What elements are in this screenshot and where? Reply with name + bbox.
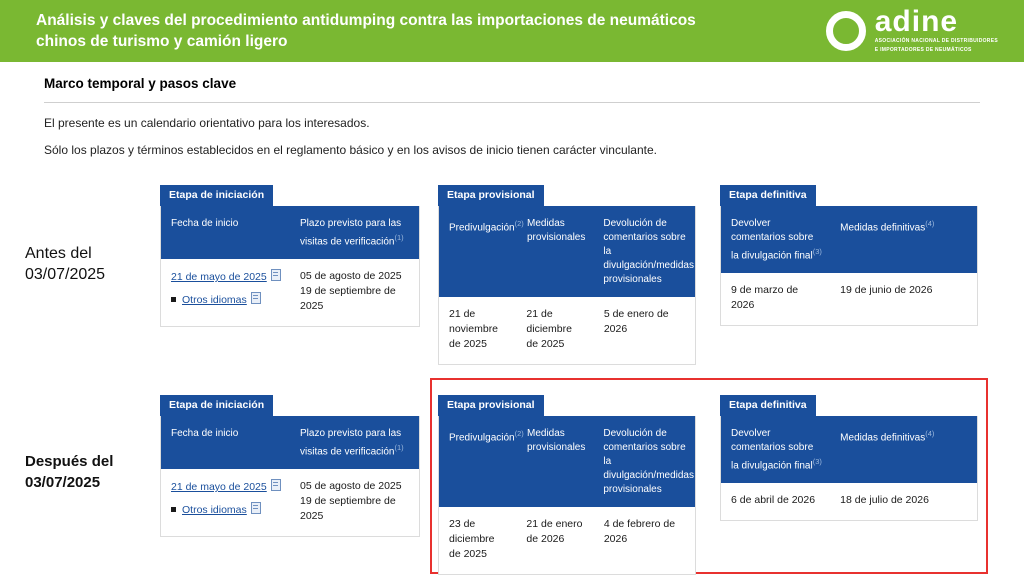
column-header-text: Devolver comentarios sobre la divulgación final	[731, 218, 814, 262]
footnote-marker: (4)	[925, 219, 935, 228]
cell-medidas-definitivas: 18 de julio de 2026	[840, 494, 929, 507]
other-languages-row	[171, 292, 282, 308]
row-label-after-line1: Después del	[25, 453, 114, 470]
document-icon	[271, 269, 281, 281]
column-header-medidas-definitivas	[830, 416, 977, 483]
cell-predivulgacion: 23 de diciembre de 2025	[449, 518, 495, 560]
cell-plazo-verificacion: 05 de agosto de 2025 19 de septiembre de 2025	[300, 270, 402, 313]
card-box	[438, 206, 696, 365]
cell-devolucion-comentarios: 4 de febrero de 2026	[603, 518, 676, 545]
footnote-marker: (4)	[925, 429, 935, 438]
column-header-plazo-verificacion	[290, 416, 419, 469]
card-tab-label: Etapa provisional	[438, 185, 544, 206]
title-divider	[44, 102, 980, 103]
column-header-devolver-comentarios	[721, 416, 830, 483]
footnote-marker: (2)	[514, 429, 524, 438]
document-icon	[271, 479, 281, 491]
row-label-before-line1: Antes del	[25, 245, 92, 262]
card-header-row	[721, 206, 977, 273]
cell-plazo-verificacion: 05 de agosto de 2025 19 de septiembre de 2025	[300, 480, 402, 523]
card-tab-label: Etapa definitiva	[720, 395, 816, 416]
column-header-text: Devolver comentarios sobre la divulgación final	[731, 428, 814, 472]
card-box	[438, 416, 696, 575]
card-header-row	[161, 206, 419, 259]
bullet-icon	[171, 507, 176, 512]
card-body-row	[721, 483, 977, 520]
footnote-marker: (2)	[514, 219, 524, 228]
column-header-text: Fecha de inicio	[171, 218, 239, 229]
other-languages-link[interactable]: Otros idiomas	[182, 504, 247, 517]
column-header-text: Predivulgación	[449, 222, 515, 234]
row-label-before	[25, 243, 105, 285]
section-title: Marco temporal y pasos clave	[44, 76, 237, 91]
card-tab-label: Etapa provisional	[438, 395, 544, 416]
bullet-icon	[171, 297, 176, 302]
row-label-after-line2: 03/07/2025	[25, 474, 101, 491]
footnote-marker: (1)	[394, 233, 404, 242]
cell-devolver-comentarios: 9 de marzo de 2026	[731, 284, 799, 312]
card-header-row	[721, 416, 977, 483]
card-tab-label: Etapa definitiva	[720, 185, 816, 206]
card-header-row	[439, 206, 695, 297]
adine-logo	[826, 5, 998, 54]
column-header-predivulgacion	[439, 206, 524, 297]
card-body-row	[721, 273, 977, 325]
logo-subtitle-line1: ASOCIACIÓN NACIONAL DE DISTRIBUIDORES	[874, 38, 998, 44]
intro-paragraph-2: Sólo los plazos y términos establecidos en el reglamento básico y en los avisos de inicio tienen carácter vinculante.	[44, 143, 657, 157]
other-languages-row	[171, 502, 282, 518]
slide-header	[0, 0, 1024, 62]
card-body-row	[439, 297, 695, 364]
column-header-devolucion-comentarios	[593, 206, 695, 297]
page-title: Análisis y claves del procedimiento antidumping contra las importaciones de neumáticos chinos de turismo y camión ligero	[36, 12, 696, 50]
column-header-devolucion-comentarios	[593, 416, 695, 507]
column-header-devolver-comentarios	[721, 206, 830, 273]
card-box	[720, 206, 978, 326]
card-header-row	[161, 416, 419, 469]
document-icon	[251, 502, 261, 514]
footnote-marker: (1)	[394, 443, 404, 452]
logo-ring-icon	[826, 11, 866, 51]
card-provisional-before	[438, 185, 696, 365]
column-header-text: Devolución de comentarios sobre la divulgación/medidas provisionales	[603, 428, 694, 495]
column-header-text: Medidas definitivas	[840, 432, 926, 444]
column-header-text: Devolución de comentarios sobre la divulgación/medidas provisionales	[603, 218, 694, 285]
card-body-row	[161, 259, 419, 326]
cell-predivulgacion: 21 de noviembre de 2025	[449, 308, 499, 350]
column-header-text: Medidas provisionales	[527, 218, 586, 243]
cell-fecha-inicio	[161, 469, 290, 536]
other-languages-link[interactable]: Otros idiomas	[182, 294, 247, 307]
card-body-row	[439, 507, 695, 574]
column-header-fecha-inicio	[161, 206, 290, 259]
cell-fecha-inicio	[161, 259, 290, 326]
column-header-fecha-inicio	[161, 416, 290, 469]
card-box	[160, 206, 420, 327]
logo-subtitle-line2: E IMPORTADORES DE NEUMÁTICOS	[874, 47, 972, 53]
row-label-after	[25, 451, 113, 493]
column-header-text: Plazo previsto para las visitas de verificación	[300, 428, 402, 458]
footnote-marker: (3)	[812, 247, 822, 256]
column-header-text: Medidas provisionales	[527, 428, 586, 453]
card-header-row	[439, 416, 695, 507]
card-definitiva-before	[720, 185, 978, 326]
column-header-plazo-verificacion	[290, 206, 419, 259]
logo-text	[874, 5, 998, 54]
intro-paragraph-1: El presente es un calendario orientativo para los interesados.	[44, 116, 370, 130]
card-iniciacion-before	[160, 185, 420, 327]
slide-content	[0, 62, 1024, 579]
cell-medidas-provisionales: 21 de diciembre de 2025	[526, 308, 572, 350]
column-header-text: Plazo previsto para las visitas de verificación	[300, 218, 402, 248]
column-header-predivulgacion	[439, 416, 524, 507]
column-header-medidas-provisionales	[514, 206, 593, 297]
card-tab-label: Etapa de iniciación	[160, 395, 273, 416]
card-definitiva-after	[720, 395, 978, 521]
column-header-text: Predivulgación	[449, 432, 515, 444]
start-date-link[interactable]: 21 de mayo de 2025	[171, 271, 267, 284]
cell-devolver-comentarios: 6 de abril de 2026	[731, 494, 816, 507]
column-header-text: Fecha de inicio	[171, 428, 239, 439]
card-box	[160, 416, 420, 537]
cell-devolucion-comentarios: 5 de enero de 2026	[603, 308, 669, 335]
card-body-row	[161, 469, 419, 536]
card-box	[720, 416, 978, 521]
cell-medidas-definitivas: 19 de junio de 2026	[840, 284, 933, 297]
start-date-link[interactable]: 21 de mayo de 2025	[171, 481, 267, 494]
card-tab-label: Etapa de iniciación	[160, 185, 273, 206]
row-label-before-line2: 03/07/2025	[25, 266, 106, 283]
column-header-medidas-provisionales	[514, 416, 593, 507]
card-provisional-after	[438, 395, 696, 575]
column-header-medidas-definitivas	[830, 206, 977, 273]
cell-medidas-provisionales: 21 de enero de 2026	[526, 518, 583, 545]
document-icon	[251, 292, 261, 304]
logo-name: adine	[874, 5, 959, 38]
footnote-marker: (3)	[812, 457, 822, 466]
card-iniciacion-after	[160, 395, 420, 537]
column-header-text: Medidas definitivas	[840, 222, 926, 234]
